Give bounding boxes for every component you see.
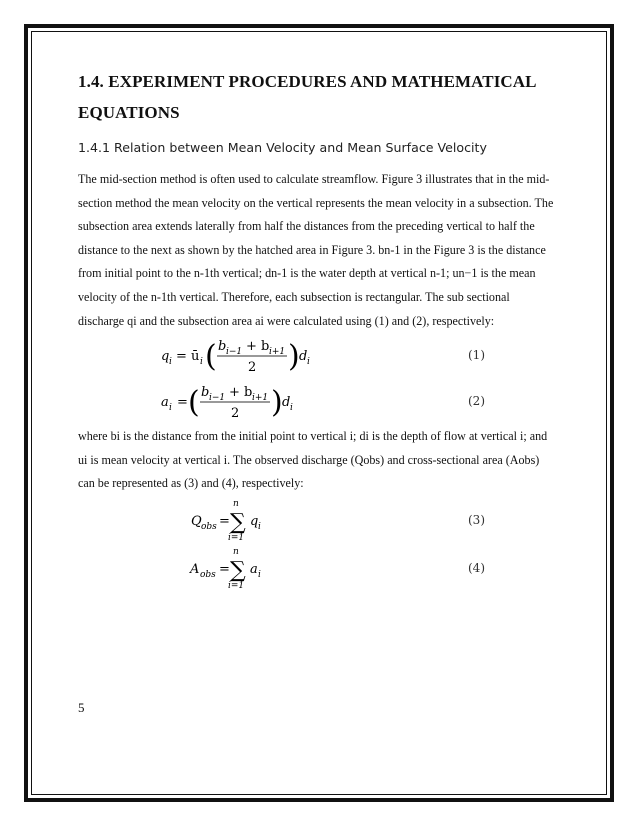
equation-1-number: (1): [468, 348, 485, 363]
eq3-sum-bot: i=1: [228, 532, 245, 543]
eq1-lhs: q: [161, 349, 170, 365]
equation-4-formula: [78, 544, 458, 592]
eq2-num-sub2: i+1: [252, 393, 269, 404]
equation-3-number: (3): [468, 512, 485, 527]
eq1-den: 2: [248, 360, 257, 376]
subsection-heading: 1.4.1 Relation between Mean Velocity and Mean Surface Velocity: [78, 140, 487, 155]
equation-3: [78, 496, 558, 544]
eq2-den: 2: [231, 406, 240, 422]
eq2-num: b: [201, 385, 210, 401]
equation-2-formula: [78, 379, 458, 425]
eq1-tail-sub: i: [307, 357, 310, 368]
page-content: [78, 66, 558, 592]
eq2-rparen: ): [271, 385, 283, 421]
page-number: 5: [78, 700, 85, 715]
eq2-num-sub1: i−1: [209, 393, 226, 404]
eq4-lhs-sub: obs: [200, 569, 216, 580]
eq2-tail: d: [282, 395, 291, 411]
eq3-sigma: ∑: [230, 509, 246, 535]
eq3-mid: =: [219, 513, 230, 529]
eq3-sum-top: n: [233, 498, 239, 509]
eq1-tail: d: [299, 349, 308, 365]
eq4-mid: =: [219, 561, 230, 577]
eq3-lhs-sub: obs: [201, 521, 217, 532]
paragraph-2: where bi is the distance from the initial point to vertical i; di is the depth of flow at vertical i; and ui is mean velocity at vertical i. The observed discharge (Qobs) and cross-sectional area (Aobs) can be represented as (3) and (4), respectively:: [78, 429, 548, 491]
eq4-term-sub: i: [258, 569, 261, 580]
equation-3-formula: [78, 496, 458, 544]
eq1-lhs-sub: i: [169, 357, 172, 368]
eq2-tail-sub: i: [290, 403, 293, 414]
eq1-plus: + b: [246, 339, 270, 355]
eq3-lhs: Q: [191, 513, 202, 529]
paragraph-1: The mid-section method is often used to calculate streamflow. Figure 3 illustrates that in the mid-section method the mean velocity on the vertical represents the mean velocity in a subsection. The subsection area extends laterally from half the distances from the preceding vertical to half the distance to the next as shown by the hatched area in Figure 3. bn-1 in the Figure 3 is the distance from initial point to the n-1th vertical; dn-1 is the water depth at vertical n-1; un−1 is the mean velocity of the n-1th vertical. Therefore, each subsection is rectangular. The sub sectional discharge qi and the subsection area ai were calculated using (1) and (2), respectively:: [78, 172, 554, 328]
eq4-sum-top: n: [233, 546, 239, 557]
eq4-lhs: A: [190, 561, 200, 577]
eq1-num: b: [218, 339, 227, 355]
eq2-lhs-sub: i: [169, 403, 172, 414]
eq1-mid-sub: i: [200, 357, 203, 368]
eq1-rparen: ): [288, 339, 300, 375]
eq2-lhs: a: [161, 395, 169, 411]
section-heading: 1.4. EXPERIMENT PROCEDURES AND MATHEMATICAL EQUATIONS: [78, 72, 536, 122]
eq1-num-sub2: i+1: [269, 347, 286, 358]
eq3-term: q: [250, 513, 259, 529]
equation-2: [78, 379, 558, 425]
eq2-plus: + b: [229, 385, 253, 401]
equation-1-formula: [78, 333, 458, 379]
eq3-term-sub: i: [258, 521, 261, 532]
eq4-term: a: [250, 561, 258, 577]
equation-1: [78, 333, 558, 379]
eq2-lparen: (: [188, 385, 200, 421]
eq1-num-sub1: i−1: [226, 347, 243, 358]
eq4-sigma: ∑: [230, 557, 246, 583]
eq4-sum-bot: i=1: [228, 580, 245, 591]
eq1-lparen: (: [205, 339, 217, 375]
eq2-mid: =: [177, 395, 188, 411]
equation-2-number: (2): [468, 394, 485, 409]
equation-4: [78, 544, 558, 592]
eq1-mid: = ū: [176, 349, 200, 365]
equation-4-number: (4): [468, 560, 485, 575]
